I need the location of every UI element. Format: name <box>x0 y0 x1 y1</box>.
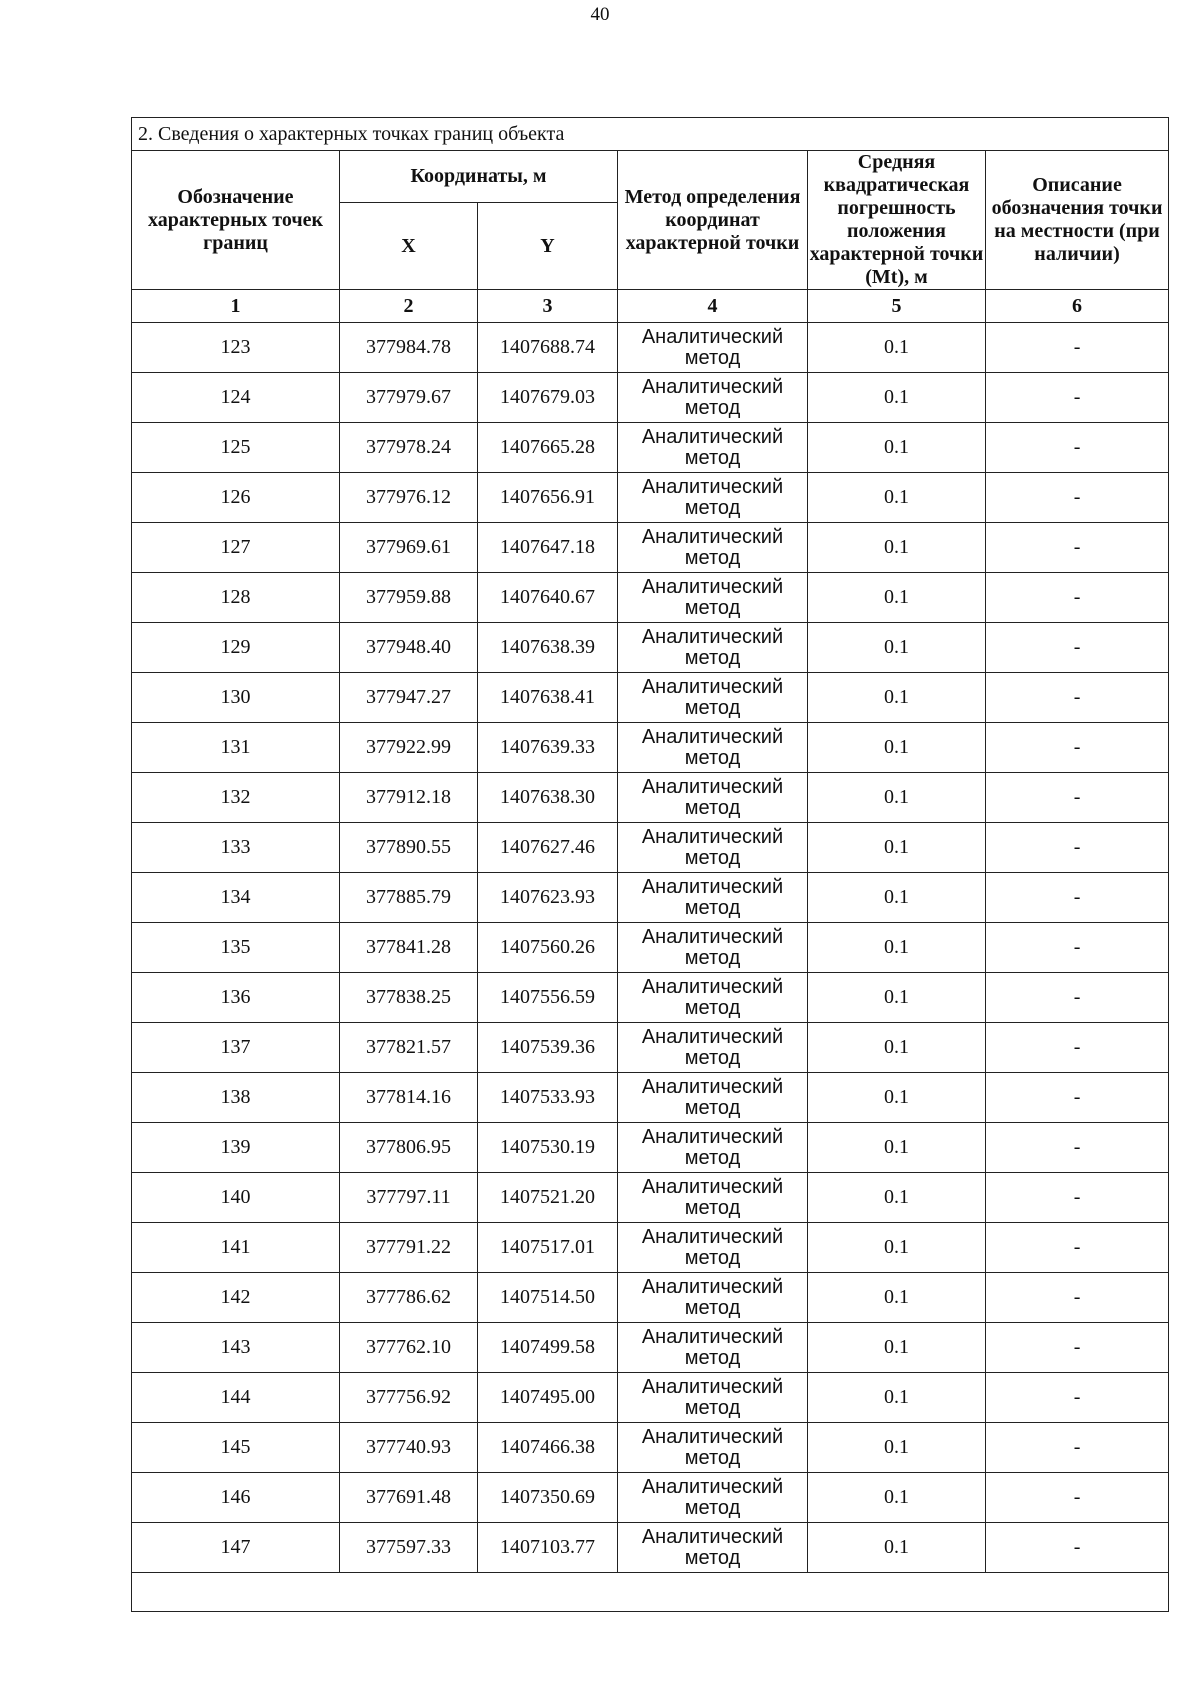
empty-footer-cell <box>132 1573 1169 1612</box>
x-coordinate-cell: 377959.88 <box>340 573 478 623</box>
y-coordinate-cell: 1407640.67 <box>478 573 618 623</box>
table-row <box>132 723 1169 773</box>
column-number: 4 <box>618 290 808 323</box>
x-coordinate-cell: 377797.11 <box>340 1173 478 1223</box>
method-cell: Аналитический метод <box>618 323 808 373</box>
method-cell: Аналитический метод <box>618 623 808 673</box>
y-coordinate-cell: 1407639.33 <box>478 723 618 773</box>
x-coordinate-cell: 377984.78 <box>340 323 478 373</box>
point-id-cell: 138 <box>132 1073 340 1123</box>
y-coordinate-cell: 1407688.74 <box>478 323 618 373</box>
x-coordinate-cell: 377762.10 <box>340 1323 478 1373</box>
table-row <box>132 1223 1169 1273</box>
error-cell: 0.1 <box>808 373 986 423</box>
method-cell: Аналитический метод <box>618 1173 808 1223</box>
description-cell: - <box>986 773 1169 823</box>
method-cell: Аналитический метод <box>618 973 808 1023</box>
method-cell: Аналитический метод <box>618 1473 808 1523</box>
method-cell: Аналитический метод <box>618 573 808 623</box>
header-description: Описание обозначения точки на местности (при наличии) <box>986 151 1169 290</box>
error-cell: 0.1 <box>808 1273 986 1323</box>
column-number: 2 <box>340 290 478 323</box>
method-cell: Аналитический метод <box>618 1273 808 1323</box>
description-cell: - <box>986 473 1169 523</box>
point-id-cell: 145 <box>132 1423 340 1473</box>
header-designation: Обозначение характерных точек границ <box>132 151 340 290</box>
boundary-points-table <box>131 117 1169 1612</box>
description-cell: - <box>986 1273 1169 1323</box>
method-cell: Аналитический метод <box>618 1073 808 1123</box>
point-id-cell: 143 <box>132 1323 340 1373</box>
y-coordinate-cell: 1407665.28 <box>478 423 618 473</box>
x-coordinate-cell: 377740.93 <box>340 1423 478 1473</box>
table-row <box>132 323 1169 373</box>
x-coordinate-cell: 377947.27 <box>340 673 478 723</box>
point-id-cell: 131 <box>132 723 340 773</box>
x-coordinate-cell: 377838.25 <box>340 973 478 1023</box>
error-cell: 0.1 <box>808 1523 986 1573</box>
x-coordinate-cell: 377786.62 <box>340 1273 478 1323</box>
error-cell: 0.1 <box>808 323 986 373</box>
y-coordinate-cell: 1407627.46 <box>478 823 618 873</box>
x-coordinate-cell: 377806.95 <box>340 1123 478 1173</box>
point-id-cell: 132 <box>132 773 340 823</box>
table-row <box>132 523 1169 573</box>
point-id-cell: 136 <box>132 973 340 1023</box>
description-cell: - <box>986 1323 1169 1373</box>
table-row <box>132 1173 1169 1223</box>
method-cell: Аналитический метод <box>618 823 808 873</box>
table-row <box>132 873 1169 923</box>
page-number: 40 <box>590 4 610 25</box>
error-cell: 0.1 <box>808 873 986 923</box>
y-coordinate-cell: 1407638.41 <box>478 673 618 723</box>
error-cell: 0.1 <box>808 573 986 623</box>
point-id-cell: 146 <box>132 1473 340 1523</box>
y-coordinate-cell: 1407638.30 <box>478 773 618 823</box>
y-coordinate-cell: 1407679.03 <box>478 373 618 423</box>
header-x: X <box>340 203 478 290</box>
y-coordinate-cell: 1407556.59 <box>478 973 618 1023</box>
point-id-cell: 135 <box>132 923 340 973</box>
y-coordinate-cell: 1407638.39 <box>478 623 618 673</box>
error-cell: 0.1 <box>808 473 986 523</box>
column-number: 1 <box>132 290 340 323</box>
description-cell: - <box>986 823 1169 873</box>
method-cell: Аналитический метод <box>618 723 808 773</box>
error-cell: 0.1 <box>808 1173 986 1223</box>
table-row <box>132 1373 1169 1423</box>
y-coordinate-cell: 1407521.20 <box>478 1173 618 1223</box>
point-id-cell: 127 <box>132 523 340 573</box>
y-coordinate-cell: 1407623.93 <box>478 873 618 923</box>
x-coordinate-cell: 377979.67 <box>340 373 478 423</box>
point-id-cell: 139 <box>132 1123 340 1173</box>
error-cell: 0.1 <box>808 1123 986 1173</box>
x-coordinate-cell: 377691.48 <box>340 1473 478 1523</box>
method-cell: Аналитический метод <box>618 1423 808 1473</box>
column-number: 5 <box>808 290 986 323</box>
error-cell: 0.1 <box>808 1473 986 1523</box>
y-coordinate-cell: 1407103.77 <box>478 1523 618 1573</box>
description-cell: - <box>986 1373 1169 1423</box>
y-coordinate-cell: 1407656.91 <box>478 473 618 523</box>
y-coordinate-cell: 1407560.26 <box>478 923 618 973</box>
method-cell: Аналитический метод <box>618 673 808 723</box>
point-id-cell: 141 <box>132 1223 340 1273</box>
empty-footer-row <box>132 1573 1169 1612</box>
point-id-cell: 124 <box>132 373 340 423</box>
method-cell: Аналитический метод <box>618 1023 808 1073</box>
error-cell: 0.1 <box>808 723 986 773</box>
x-coordinate-cell: 377821.57 <box>340 1023 478 1073</box>
error-cell: 0.1 <box>808 1423 986 1473</box>
x-coordinate-cell: 377969.61 <box>340 523 478 573</box>
description-cell: - <box>986 573 1169 623</box>
method-cell: Аналитический метод <box>618 373 808 423</box>
method-cell: Аналитический метод <box>618 1123 808 1173</box>
y-coordinate-cell: 1407533.93 <box>478 1073 618 1123</box>
method-cell: Аналитический метод <box>618 1223 808 1273</box>
description-cell: - <box>986 523 1169 573</box>
column-number: 3 <box>478 290 618 323</box>
method-cell: Аналитический метод <box>618 1373 808 1423</box>
table-row <box>132 923 1169 973</box>
error-cell: 0.1 <box>808 623 986 673</box>
y-coordinate-cell: 1407514.50 <box>478 1273 618 1323</box>
point-id-cell: 134 <box>132 873 340 923</box>
column-number-row <box>132 290 1169 323</box>
point-id-cell: 144 <box>132 1373 340 1423</box>
point-id-cell: 125 <box>132 423 340 473</box>
point-id-cell: 133 <box>132 823 340 873</box>
error-cell: 0.1 <box>808 973 986 1023</box>
point-id-cell: 126 <box>132 473 340 523</box>
method-cell: Аналитический метод <box>618 1323 808 1373</box>
x-coordinate-cell: 377597.33 <box>340 1523 478 1573</box>
x-coordinate-cell: 377814.16 <box>340 1073 478 1123</box>
method-cell: Аналитический метод <box>618 923 808 973</box>
description-cell: - <box>986 723 1169 773</box>
point-id-cell: 130 <box>132 673 340 723</box>
error-cell: 0.1 <box>808 1373 986 1423</box>
error-cell: 0.1 <box>808 673 986 723</box>
y-coordinate-cell: 1407499.58 <box>478 1323 618 1373</box>
description-cell: - <box>986 423 1169 473</box>
description-cell: - <box>986 1123 1169 1173</box>
point-id-cell: 129 <box>132 623 340 673</box>
x-coordinate-cell: 377912.18 <box>340 773 478 823</box>
error-cell: 0.1 <box>808 1323 986 1373</box>
table-row <box>132 673 1169 723</box>
description-cell: - <box>986 1173 1169 1223</box>
y-coordinate-cell: 1407495.00 <box>478 1373 618 1423</box>
y-coordinate-cell: 1407517.01 <box>478 1223 618 1273</box>
table-row <box>132 373 1169 423</box>
column-number: 6 <box>986 290 1169 323</box>
method-cell: Аналитический метод <box>618 873 808 923</box>
y-coordinate-cell: 1407539.36 <box>478 1023 618 1073</box>
x-coordinate-cell: 377885.79 <box>340 873 478 923</box>
table-row <box>132 1123 1169 1173</box>
table-row <box>132 623 1169 673</box>
table-row <box>132 1273 1169 1323</box>
error-cell: 0.1 <box>808 823 986 873</box>
description-cell: - <box>986 1223 1169 1273</box>
y-coordinate-cell: 1407647.18 <box>478 523 618 573</box>
table-row <box>132 1423 1169 1473</box>
point-id-cell: 140 <box>132 1173 340 1223</box>
header-coordinates: Координаты, м <box>340 151 618 203</box>
description-cell: - <box>986 1523 1169 1573</box>
x-coordinate-cell: 377890.55 <box>340 823 478 873</box>
error-cell: 0.1 <box>808 1023 986 1073</box>
y-coordinate-cell: 1407530.19 <box>478 1123 618 1173</box>
description-cell: - <box>986 323 1169 373</box>
point-id-cell: 137 <box>132 1023 340 1073</box>
description-cell: - <box>986 1473 1169 1523</box>
point-id-cell: 142 <box>132 1273 340 1323</box>
description-cell: - <box>986 623 1169 673</box>
error-cell: 0.1 <box>808 523 986 573</box>
table-row <box>132 773 1169 823</box>
error-cell: 0.1 <box>808 423 986 473</box>
description-cell: - <box>986 373 1169 423</box>
method-cell: Аналитический метод <box>618 1523 808 1573</box>
x-coordinate-cell: 377978.24 <box>340 423 478 473</box>
section-title: 2. Сведения о характерных точках границ объекта <box>132 118 1169 151</box>
description-cell: - <box>986 973 1169 1023</box>
method-cell: Аналитический метод <box>618 473 808 523</box>
table-body <box>132 323 1169 1573</box>
table-row <box>132 823 1169 873</box>
x-coordinate-cell: 377948.40 <box>340 623 478 673</box>
table-row <box>132 973 1169 1023</box>
x-coordinate-cell: 377922.99 <box>340 723 478 773</box>
table-row <box>132 473 1169 523</box>
table-row <box>132 1523 1169 1573</box>
error-cell: 0.1 <box>808 1223 986 1273</box>
error-cell: 0.1 <box>808 923 986 973</box>
description-cell: - <box>986 1423 1169 1473</box>
y-coordinate-cell: 1407466.38 <box>478 1423 618 1473</box>
x-coordinate-cell: 377841.28 <box>340 923 478 973</box>
point-id-cell: 128 <box>132 573 340 623</box>
point-id-cell: 123 <box>132 323 340 373</box>
table-row <box>132 423 1169 473</box>
table-row <box>132 1473 1169 1523</box>
error-cell: 0.1 <box>808 1073 986 1123</box>
description-cell: - <box>986 923 1169 973</box>
header-y: Y <box>478 203 618 290</box>
x-coordinate-cell: 377976.12 <box>340 473 478 523</box>
description-cell: - <box>986 673 1169 723</box>
table-row <box>132 1073 1169 1123</box>
y-coordinate-cell: 1407350.69 <box>478 1473 618 1523</box>
header-method: Метод определения координат характерной точки <box>618 151 808 290</box>
description-cell: - <box>986 1023 1169 1073</box>
table-row <box>132 1023 1169 1073</box>
method-cell: Аналитический метод <box>618 523 808 573</box>
method-cell: Аналитический метод <box>618 773 808 823</box>
header-error: Средняя квадратическая погрешность положения характерной точки (Mt), м <box>808 151 986 290</box>
x-coordinate-cell: 377791.22 <box>340 1223 478 1273</box>
description-cell: - <box>986 1073 1169 1123</box>
description-cell: - <box>986 873 1169 923</box>
table-row <box>132 573 1169 623</box>
table-row <box>132 1323 1169 1373</box>
error-cell: 0.1 <box>808 773 986 823</box>
point-id-cell: 147 <box>132 1523 340 1573</box>
method-cell: Аналитический метод <box>618 423 808 473</box>
x-coordinate-cell: 377756.92 <box>340 1373 478 1423</box>
